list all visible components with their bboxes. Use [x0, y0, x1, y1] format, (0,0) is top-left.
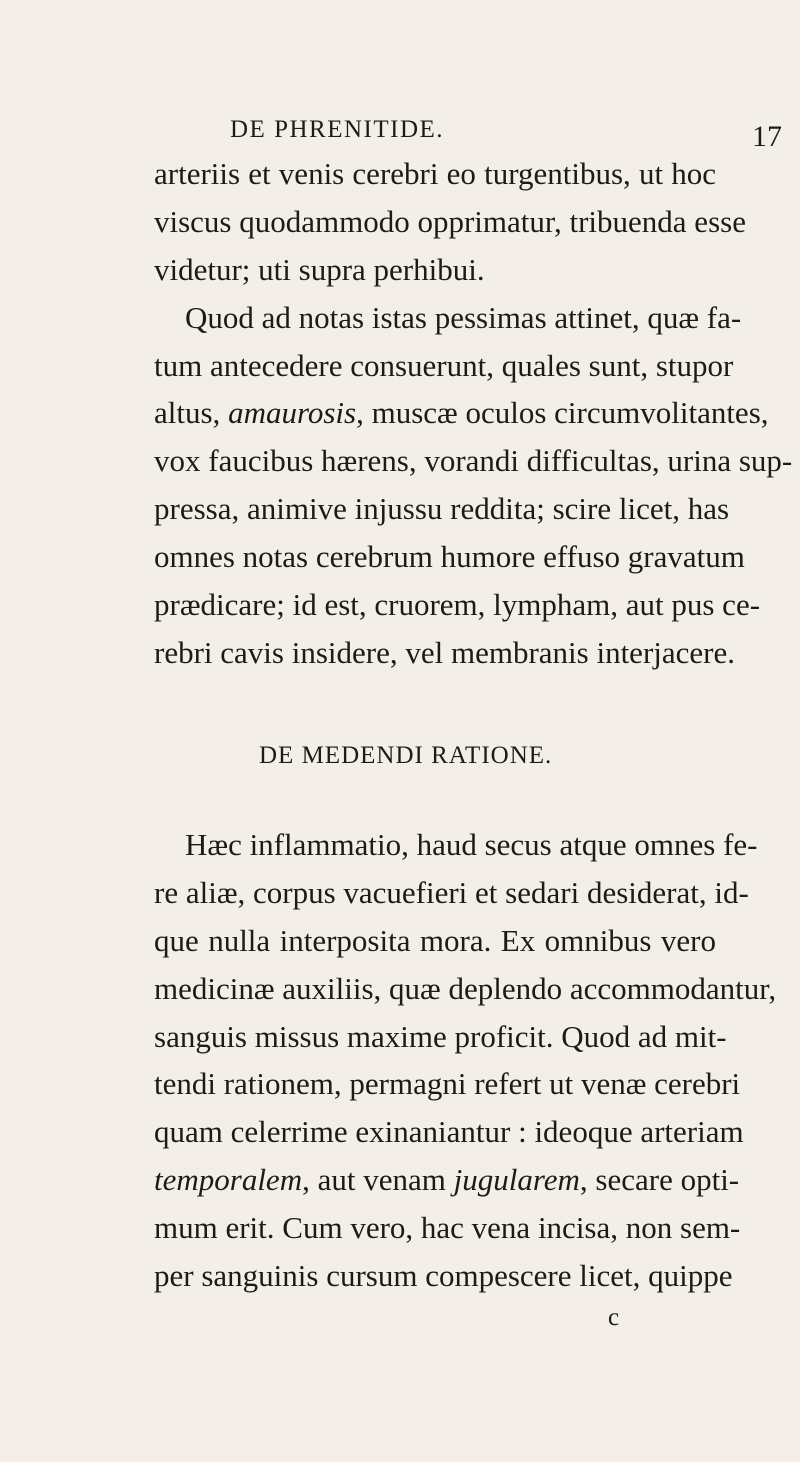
- text-line: videtur; uti supra perhibui.: [154, 252, 485, 287]
- text-line: tum antecedere consuerunt, quales sunt, stupor: [154, 348, 734, 383]
- section-heading: DE MEDENDI RATIONE.: [259, 742, 553, 769]
- text-line: Quod ad notas istas pessimas attinet, quæ fa-: [185, 300, 742, 335]
- text-line: que nulla interposita mora. Ex omnibus vero: [154, 923, 716, 958]
- text-line: vox faucibus hærens, vorandi difficultas, urina sup-: [154, 443, 793, 478]
- text-line: re aliæ, corpus vacuefieri et sedari desiderat, id-: [154, 875, 749, 910]
- text-line: viscus quodammodo opprimatur, tribuenda esse: [154, 204, 746, 239]
- text-line: sanguis missus maxime proficit. Quod ad mit-: [154, 1019, 727, 1054]
- page-number: 17: [752, 120, 782, 153]
- italic-term: jugularem: [453, 1162, 580, 1197]
- text-span: , aut venam: [302, 1162, 454, 1197]
- text-line: mum erit. Cum vero, hac vena incisa, non sem-: [154, 1210, 741, 1245]
- text-line: rebri cavis insidere, vel membranis interjacere.: [154, 635, 735, 670]
- text-line: omnes notas cerebrum humore effuso gravatum: [154, 539, 745, 574]
- text-line: per sanguinis cursum compescere licet, quippe: [154, 1258, 733, 1293]
- text-line: prædicare; id est, cruorem, lympham, aut pus ce-: [154, 587, 761, 622]
- text-line: [154, 1162, 740, 1198]
- text-span: altus,: [154, 395, 229, 430]
- text-line: Hæc inflammatio, haud secus atque omnes fe-: [185, 827, 758, 862]
- text-line: [154, 395, 769, 431]
- running-head: DE PHRENITIDE.: [230, 116, 445, 143]
- text-line: arteriis et venis cerebri eo turgentibus, ut hoc: [154, 156, 716, 191]
- text-span: , secare opti-: [579, 1162, 740, 1197]
- text-line: quam celerrime exinaniantur : ideoque arteriam: [154, 1114, 744, 1149]
- text-line: tendi rationem, permagni refert ut venæ cerebri: [154, 1066, 741, 1101]
- italic-term: temporalem: [154, 1162, 303, 1197]
- catchword: c: [608, 1304, 620, 1331]
- text-span: , muscæ oculos circumvolitantes,: [356, 395, 769, 430]
- text-line: pressa, animive injussu reddita; scire licet, has: [154, 491, 730, 526]
- italic-term: amaurosis: [228, 395, 357, 430]
- text-line: medicinæ auxiliis, quæ deplendo accommodantur,: [154, 971, 777, 1006]
